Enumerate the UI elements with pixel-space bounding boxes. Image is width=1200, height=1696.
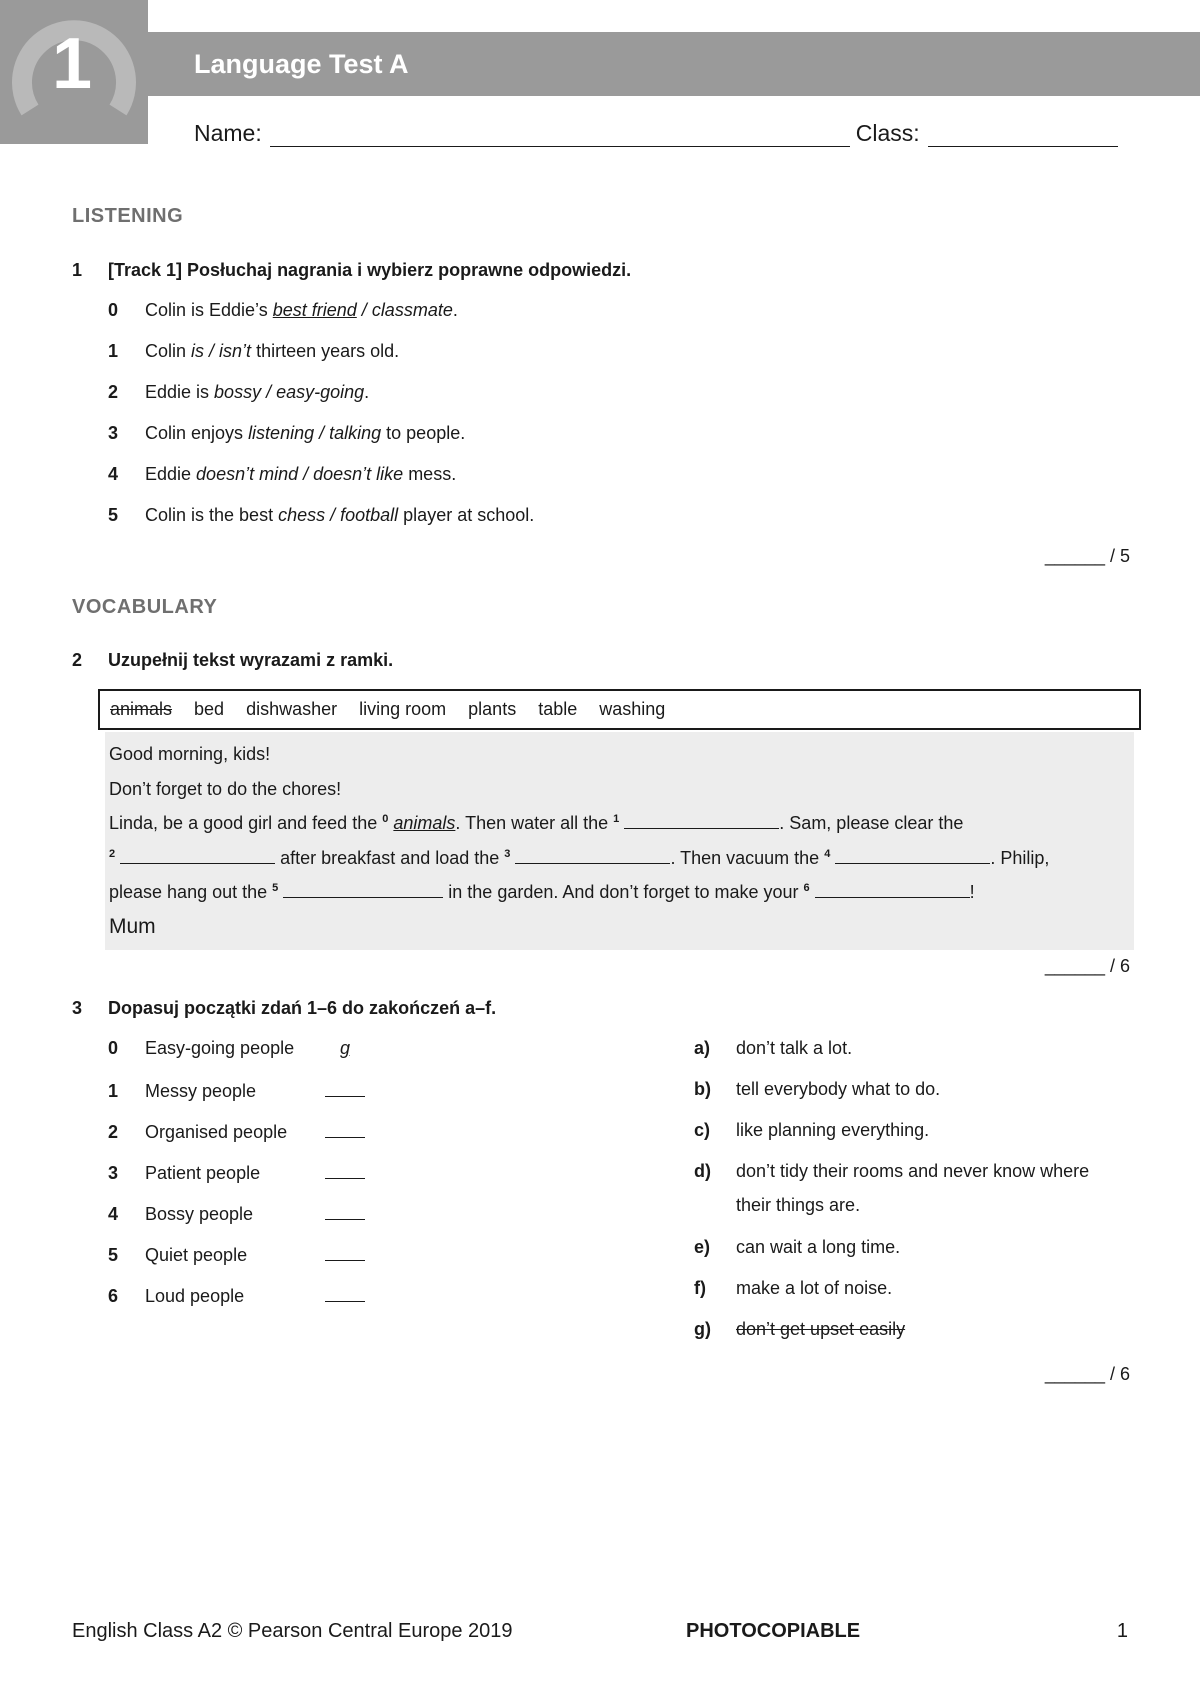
match-ending-text: like planning everything.	[736, 1120, 930, 1140]
option[interactable]: is	[191, 341, 205, 361]
section-heading-listening: LISTENING	[72, 205, 184, 227]
match-ending	[694, 1079, 1136, 1106]
option-separator: /	[356, 300, 372, 320]
vocabulary-task3-score: ______ / 6	[1044, 1364, 1130, 1384]
gap-number: 1	[613, 813, 620, 825]
listening-item	[108, 341, 399, 362]
word-box-word: bed	[194, 699, 225, 719]
match-beginning	[108, 1202, 365, 1225]
gap-number: 5	[272, 882, 279, 894]
task-number: 1	[72, 260, 83, 280]
gap-blank[interactable]	[815, 882, 970, 898]
task-instruction: Dopasuj początki zdań 1–6 do zakończeń a–f.	[108, 998, 497, 1018]
match-answer-blank[interactable]	[325, 1284, 365, 1302]
match-beginning	[108, 1284, 365, 1307]
match-ending-text: make a lot of noise.	[736, 1278, 893, 1298]
match-letter: a)	[694, 1038, 711, 1058]
match-ending-text: don’t get upset easily	[736, 1319, 906, 1339]
note-text-box	[105, 732, 1134, 950]
word-box	[98, 689, 1141, 730]
match-letter: f)	[694, 1278, 706, 1298]
title-bar	[148, 32, 1200, 96]
match-ending-text: can wait a long time.	[736, 1237, 901, 1257]
item-number: 6	[108, 1286, 119, 1306]
gap-blank[interactable]	[283, 882, 443, 898]
word-box-word: plants	[468, 699, 517, 719]
option[interactable]: football	[340, 505, 399, 525]
option[interactable]: listening	[248, 423, 315, 443]
item-text: Colin enjoys	[145, 423, 249, 443]
item-number: 3	[108, 423, 119, 443]
item-number: 0	[108, 300, 119, 320]
task-2-instruction	[72, 650, 393, 671]
match-answer: g	[339, 1038, 350, 1058]
listening-item	[108, 423, 465, 444]
option[interactable]: doesn’t like	[313, 464, 404, 484]
match-ending	[694, 1038, 1136, 1065]
match-text: Messy people	[145, 1081, 257, 1101]
option-separator: /	[314, 423, 330, 443]
item-number: 4	[108, 464, 119, 484]
note-text: . Then water all the	[455, 813, 614, 833]
note-paragraph	[109, 841, 1130, 876]
task-number: 2	[72, 650, 83, 670]
gap-blank[interactable]	[835, 848, 990, 864]
match-text: Organised people	[145, 1122, 288, 1142]
gap-answer-example: animals	[393, 813, 456, 833]
item-text: thirteen years old.	[251, 341, 400, 361]
match-beginning	[108, 1038, 365, 1059]
option-separator: /	[298, 464, 314, 484]
class-field[interactable]	[928, 125, 1118, 147]
word-box-word: living room	[359, 699, 447, 719]
match-ending-text: don’t tidy their rooms and never know where their things are.	[736, 1161, 1090, 1215]
match-ending-text: don’t talk a lot.	[736, 1038, 853, 1058]
item-number: 1	[108, 1081, 119, 1101]
task-instruction: [Track 1] Posłuchaj nagrania i wybierz poprawne odpowiedzi.	[108, 260, 632, 280]
item-text: .	[452, 300, 458, 320]
item-text: player at school.	[398, 505, 535, 525]
listening-item	[108, 464, 456, 485]
page-number: 1	[1116, 1620, 1128, 1642]
gap-blank[interactable]	[624, 813, 779, 829]
match-letter: b)	[694, 1079, 711, 1099]
match-beginning	[108, 1079, 365, 1102]
option-selected[interactable]: best friend	[272, 300, 357, 320]
match-answer-blank[interactable]	[325, 1161, 365, 1179]
match-text: Patient people	[145, 1163, 261, 1183]
note-signature: Mum	[109, 914, 156, 938]
item-number: 4	[108, 1204, 119, 1224]
item-number: 0	[108, 1038, 119, 1058]
match-text: Loud people	[145, 1286, 245, 1306]
listening-score: ______ / 5	[1044, 546, 1130, 566]
word-box-word: table	[538, 699, 578, 719]
item-number: 2	[108, 382, 119, 402]
task-1-instruction	[72, 260, 631, 281]
name-class-row	[194, 120, 1118, 147]
match-ending	[694, 1237, 1136, 1264]
item-text: .	[364, 382, 370, 402]
match-answer-blank[interactable]	[325, 1243, 365, 1261]
footer-photocopiable: PHOTOCOPIABLE	[686, 1620, 861, 1642]
note-text: in the garden. And don’t forget to make your	[443, 882, 804, 902]
match-ending-text: tell everybody what to do.	[736, 1079, 941, 1099]
option[interactable]: isn’t	[219, 341, 252, 361]
task-instruction: Uzupełnij tekst wyrazami z ramki.	[108, 650, 394, 670]
gap-blank[interactable]	[515, 848, 670, 864]
item-number: 2	[108, 1122, 119, 1142]
note-text: after breakfast and load the	[275, 847, 505, 868]
option[interactable]: classmate	[371, 300, 453, 320]
match-ending	[694, 1161, 1106, 1222]
task-3-instruction	[72, 998, 496, 1019]
page-title: Language Test A	[194, 49, 409, 79]
option[interactable]: doesn’t mind	[196, 464, 299, 484]
option[interactable]: easy-going	[276, 382, 365, 402]
match-answer-blank[interactable]	[325, 1079, 365, 1097]
word-box-word: animals	[110, 699, 173, 719]
item-number: 5	[108, 505, 119, 525]
item-text: Colin is the best	[145, 505, 279, 525]
option-separator: /	[325, 505, 341, 525]
unit-badge	[0, 0, 148, 144]
word-box-word: washing	[599, 699, 666, 719]
item-text: Colin is Eddie’s	[145, 300, 273, 320]
task-number: 3	[72, 998, 83, 1018]
option[interactable]: talking	[329, 423, 382, 443]
note-text: . Sam, please clear the	[779, 813, 964, 833]
gap-blank[interactable]	[120, 848, 275, 864]
item-text: Colin	[145, 341, 192, 361]
note-line: Don’t forget to do the chores!	[109, 778, 342, 799]
match-beginning	[108, 1161, 365, 1184]
item-number: 5	[108, 1245, 119, 1265]
word-box-word: dishwasher	[246, 699, 338, 719]
class-label: Class:	[855, 120, 920, 146]
note-text: Linda, be a good girl and feed the	[109, 813, 383, 833]
vocabulary-task2-score: ______ / 6	[1044, 956, 1130, 976]
note-paragraph	[109, 806, 1130, 841]
option-separator: /	[204, 341, 220, 361]
item-text: mess.	[403, 464, 457, 484]
match-answer-blank[interactable]	[325, 1120, 365, 1138]
gap-number: 4	[824, 847, 831, 860]
footer-copyright: English Class A2 © Pearson Central Europe 2019	[72, 1620, 513, 1642]
item-text: to people.	[381, 423, 466, 443]
gap-number: 2	[109, 847, 116, 860]
note-text: !	[969, 882, 975, 902]
gap-number: 0	[382, 813, 389, 825]
item-text: Eddie	[145, 464, 197, 484]
match-letter: g)	[694, 1319, 711, 1339]
match-answer-blank[interactable]	[325, 1202, 365, 1220]
match-letter: e)	[694, 1237, 711, 1257]
name-field[interactable]	[270, 125, 850, 147]
section-heading-vocabulary: VOCABULARY	[72, 596, 218, 618]
gap-number: 3	[504, 847, 511, 860]
match-ending	[694, 1120, 1136, 1147]
option[interactable]: chess	[278, 505, 326, 525]
item-number: 3	[108, 1163, 119, 1183]
listening-item	[108, 382, 369, 403]
note-text: please hang out the	[109, 882, 273, 902]
note-text: . Philip,	[990, 847, 1050, 868]
name-label: Name:	[194, 120, 262, 146]
option-separator: /	[261, 382, 277, 402]
listening-item	[108, 300, 458, 321]
match-ending	[694, 1278, 1136, 1305]
match-ending	[694, 1319, 1136, 1346]
match-letter: c)	[694, 1120, 711, 1140]
match-text: Quiet people	[145, 1245, 248, 1265]
note-greeting: Good morning, kids!	[109, 744, 271, 764]
match-letter: d)	[694, 1161, 711, 1181]
match-text: Bossy people	[145, 1204, 254, 1224]
match-text: Easy-going people	[145, 1038, 295, 1058]
note-paragraph	[109, 875, 1130, 910]
gap-number: 6	[803, 882, 810, 894]
item-text: Eddie is	[145, 382, 215, 402]
match-beginning	[108, 1120, 365, 1143]
note-text: . Then vacuum the	[670, 847, 825, 868]
option[interactable]: bossy	[214, 382, 262, 402]
listening-item	[108, 505, 534, 526]
item-number: 1	[108, 341, 119, 361]
match-beginning	[108, 1243, 365, 1266]
unit-number: 1	[52, 24, 93, 104]
